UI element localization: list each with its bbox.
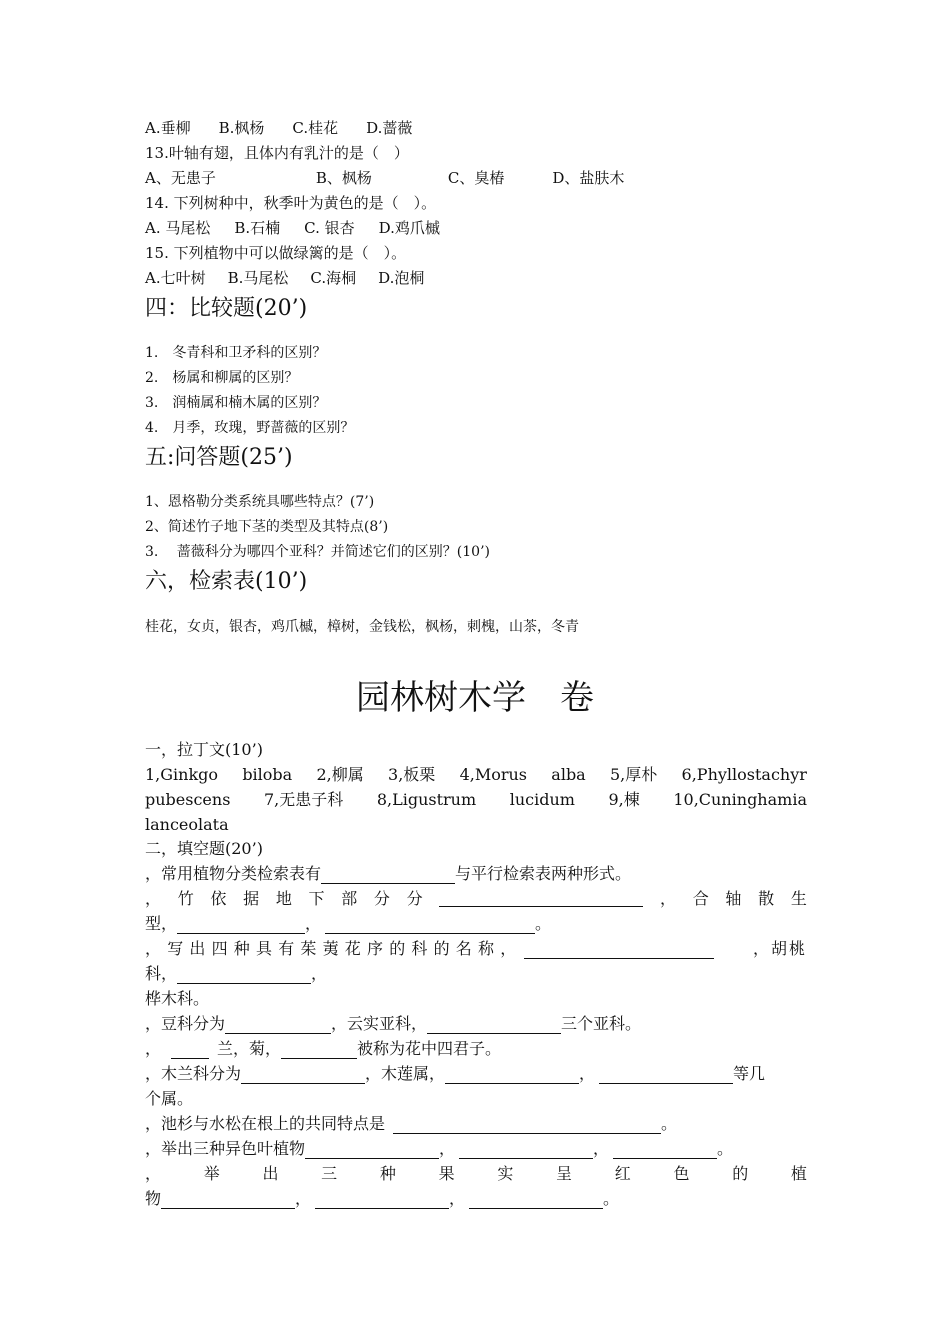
- question-text: 果: [438, 1164, 455, 1183]
- question-text: ，池杉与水松在根上的共同特点是: [145, 1114, 386, 1133]
- answer-blank[interactable]: [281, 1041, 357, 1059]
- question-text: ，木兰科分为: [145, 1064, 242, 1083]
- question-text: ，: [449, 1189, 466, 1208]
- latin-heading: 一，拉丁文(10’): [145, 740, 263, 759]
- question-text: 生: [790, 889, 807, 908]
- question-text: 分: [373, 889, 390, 908]
- question-text: 据: [243, 889, 260, 908]
- answer-blank[interactable]: [325, 916, 535, 934]
- answer-blank[interactable]: [613, 1141, 717, 1159]
- latin-item: pubescens: [145, 790, 231, 809]
- question-text: ，: [145, 1039, 162, 1058]
- question-text: 兰，菊，: [217, 1039, 282, 1058]
- question-text: 轴: [725, 889, 742, 908]
- latin-item: 8,Ligustrum: [376, 790, 477, 809]
- option-d: D.蔷薇: [366, 119, 413, 137]
- fill-heading: 二，填空题(20’): [145, 839, 263, 858]
- option-c: C. 银杏: [304, 219, 355, 237]
- question-text: ，常用植物分类检索表有: [145, 864, 322, 883]
- fill-q9-line1: [145, 1164, 807, 1184]
- option-c: C、臭椿: [447, 169, 505, 187]
- question-text: 。: [661, 1114, 678, 1133]
- fill-q7: [145, 1114, 677, 1134]
- question-text: ，举出三种异色叶植物: [145, 1139, 306, 1158]
- latin-item: alba: [551, 765, 586, 784]
- question-text: 科，: [145, 964, 178, 983]
- question-text: 实: [497, 1164, 514, 1183]
- question-text: 三: [321, 1164, 338, 1183]
- question-text: 植: [790, 1164, 807, 1183]
- section-6-heading: 六，检索表(10’): [145, 569, 308, 594]
- latin-item: 5,厚朴: [609, 765, 658, 784]
- answer-blank[interactable]: [241, 1066, 365, 1084]
- question-text: ，: [145, 889, 162, 908]
- question-text: ，: [439, 1139, 456, 1158]
- answer-blank[interactable]: [524, 941, 714, 959]
- option-b: B.马尾松: [227, 269, 289, 287]
- answer-blank[interactable]: [225, 1016, 331, 1034]
- fill-q8: [145, 1139, 733, 1159]
- section-4-heading: 四：比较题(20’): [145, 296, 308, 321]
- latin-item: 3,板栗: [388, 765, 436, 784]
- list-item: 1. 冬青科和卫矛科的区别？: [145, 345, 327, 361]
- latin-item: 7,无患子科: [263, 790, 344, 809]
- q15-text: 15. 下列植物中可以做绿篱的是（ ）。: [145, 244, 407, 262]
- question-text: 等几: [733, 1064, 766, 1083]
- question-text: ，写出四种具有茱荑花序的科的名称，: [145, 939, 523, 958]
- fill-q9-line2: [145, 1189, 619, 1209]
- question-text: 红: [614, 1164, 631, 1183]
- question-text: ，云实亚科，: [331, 1014, 428, 1033]
- option-d: D、盐肤木: [552, 169, 625, 187]
- question-text: 部: [341, 889, 358, 908]
- list-item: 4. 月季，玫瑰，野蔷薇的区别？: [145, 420, 355, 436]
- latin-item: 10,Cuninghamia: [673, 790, 807, 809]
- question-text: 合: [692, 889, 709, 908]
- question-text: 。: [603, 1189, 620, 1208]
- question-text: ，胡桃: [752, 939, 807, 958]
- latin-item: 6,Phyllostachyr: [681, 765, 807, 784]
- question-text: 出: [262, 1164, 279, 1183]
- question-text: 物: [145, 1189, 162, 1208]
- option-d: D.鸡爪槭: [378, 219, 440, 237]
- question-text: 型，: [145, 914, 178, 933]
- latin-row-2: [145, 790, 807, 810]
- latin-item: biloba: [242, 765, 293, 784]
- option-d: D.泡桐: [378, 269, 425, 287]
- answer-blank[interactable]: [321, 866, 455, 884]
- option-b: B.枫杨: [218, 119, 265, 137]
- question-text: 地: [275, 889, 292, 908]
- question-text: 竹: [177, 889, 194, 908]
- fill-q3-line1: [145, 939, 807, 959]
- option-c: C.海桐: [310, 269, 357, 287]
- q14-options: [145, 218, 440, 238]
- answer-blank[interactable]: [459, 1141, 593, 1159]
- option-a: A.七叶树: [145, 269, 206, 287]
- question-text: 与平行检索表两种形式。: [455, 864, 632, 883]
- option-a: A、无患子: [145, 169, 216, 187]
- question-text: ，豆科分为: [145, 1014, 226, 1033]
- question-text: 。: [717, 1139, 734, 1158]
- fill-q6-line2: 个属。: [145, 1089, 194, 1108]
- question-text: 色: [673, 1164, 690, 1183]
- answer-blank[interactable]: [315, 1191, 449, 1209]
- question-text: 依: [210, 889, 227, 908]
- q15-options: [145, 268, 424, 288]
- list-item: 2、简述竹子地下茎的类型及其特点(8’): [145, 519, 389, 535]
- latin-item: 9,棟: [608, 790, 640, 809]
- answer-blank[interactable]: [177, 916, 305, 934]
- fill-q1: [145, 864, 631, 884]
- fill-q2-line1: [145, 889, 807, 909]
- question-text: ，: [311, 964, 328, 983]
- question-text: ，: [593, 1139, 610, 1158]
- fill-q2-line2: [145, 914, 551, 934]
- exam-title: 园林树木学 卷: [356, 678, 594, 718]
- option-a: A.垂柳: [145, 119, 191, 137]
- answer-blank[interactable]: [161, 1191, 295, 1209]
- question-text: 种: [379, 1164, 396, 1183]
- question-text: 散: [758, 889, 775, 908]
- option-a: A. 马尾松: [145, 219, 211, 237]
- option-c: C.桂花: [292, 119, 339, 137]
- species-list: 桂花，女贞，银杏，鸡爪槭，樟树，金钱松，枫杨，刺槐，山茶，冬青: [145, 619, 579, 635]
- fill-q3-line3: 桦木科。: [145, 989, 210, 1008]
- answer-blank[interactable]: [439, 889, 643, 907]
- answer-blank[interactable]: [599, 1066, 733, 1084]
- list-item: 2. 杨属和柳属的区别？: [145, 370, 299, 386]
- list-item: 3. 润楠属和楠木属的区别？: [145, 395, 327, 411]
- question-text: 。: [535, 914, 552, 933]
- latin-item: 2,柳属: [316, 765, 364, 784]
- question-text: 举: [203, 1164, 220, 1183]
- q14-text: 14. 下列树种中，秋季叶为黄色的是（ ）。: [145, 194, 437, 212]
- answer-blank[interactable]: [469, 1191, 603, 1209]
- answer-blank[interactable]: [445, 1066, 579, 1084]
- latin-row-1: [145, 765, 807, 785]
- question-text: ，: [295, 1189, 312, 1208]
- question-text: 三个亚科。: [561, 1014, 642, 1033]
- question-text: ，: [145, 1164, 162, 1183]
- answer-blank[interactable]: [177, 966, 311, 984]
- section-5-heading: 五:问答题(25’): [145, 445, 293, 470]
- question-text: ，: [305, 914, 322, 933]
- option-b: B.石楠: [234, 219, 281, 237]
- question-text: 下: [308, 889, 325, 908]
- q12-options: [145, 118, 412, 138]
- latin-item: 4,Morus: [459, 765, 528, 784]
- latin-item: 1,Ginkgo: [145, 765, 219, 784]
- latin-row-3: lanceolata: [145, 815, 229, 834]
- list-item: 1、恩格勒分类系统具哪些特点？(7’): [145, 494, 375, 510]
- fill-q5: [145, 1039, 501, 1059]
- question-text: ，: [579, 1064, 596, 1083]
- question-text: ，木莲属，: [365, 1064, 446, 1083]
- q13-options: [145, 168, 624, 188]
- list-item: 3. 蔷薇科分为哪四个亚科？并简述它们的区别？(10’): [145, 544, 490, 560]
- question-text: 呈: [556, 1164, 573, 1183]
- fill-q6: [145, 1064, 807, 1084]
- question-text: 的: [732, 1164, 749, 1183]
- q13-text: 13.叶轴有翅，且体内有乳汁的是（ ）: [145, 144, 409, 162]
- option-b: B、枫杨: [315, 169, 372, 187]
- fill-q4: [145, 1014, 641, 1034]
- answer-blank[interactable]: [393, 1116, 661, 1134]
- answer-blank[interactable]: [171, 1041, 209, 1059]
- fill-q3-line2: [145, 964, 327, 984]
- question-text: ，: [660, 889, 677, 908]
- latin-item: lucidum: [509, 790, 575, 809]
- answer-blank[interactable]: [305, 1141, 439, 1159]
- question-text: 被称为花中四君子。: [357, 1039, 502, 1058]
- question-text: 分: [406, 889, 423, 908]
- answer-blank[interactable]: [427, 1016, 561, 1034]
